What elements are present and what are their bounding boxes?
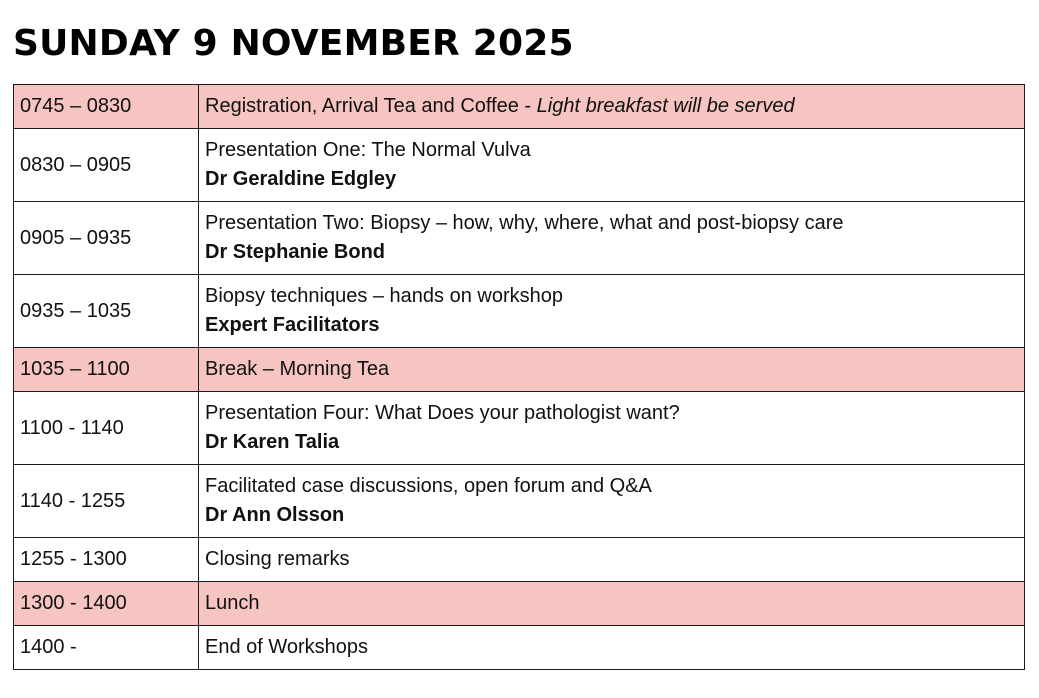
schedule-row-presentation-one (14, 129, 1025, 202)
session-description: Lunch (205, 592, 260, 614)
time-cell: 1300 - 1400 (14, 582, 199, 626)
speaker-name: Dr Geraldine Edgley (205, 168, 397, 190)
schedule-body (14, 85, 1025, 670)
schedule-row-lunch (14, 582, 1025, 626)
schedule-row-case-discussions (14, 465, 1025, 538)
schedule-row-presentation-two (14, 202, 1025, 275)
time-cell: 0745 – 0830 (14, 85, 199, 129)
time-cell: 1255 - 1300 (14, 538, 199, 582)
session-note: Light breakfast will be served (536, 95, 795, 117)
time-cell: 1100 - 1140 (14, 392, 199, 465)
speaker-name: Dr Karen Talia (205, 431, 340, 453)
session-cell (199, 582, 1025, 626)
schedule-row-workshop (14, 275, 1025, 348)
session-description: Break – Morning Tea (205, 358, 390, 380)
session-description: Biopsy techniques – hands on workshop (205, 285, 564, 307)
speaker-name: Dr Stephanie Bond (205, 241, 386, 263)
time-cell: 0935 – 1035 (14, 275, 199, 348)
schedule-row-morning-tea (14, 348, 1025, 392)
schedule-table (13, 84, 1025, 670)
session-cell (199, 538, 1025, 582)
session-cell (199, 626, 1025, 670)
session-cell (199, 465, 1025, 538)
session-cell (199, 275, 1025, 348)
time-cell: 1400 - (14, 626, 199, 670)
schedule-row-closing-remarks (14, 538, 1025, 582)
session-cell (199, 129, 1025, 202)
session-description: Presentation One: The Normal Vulva (205, 139, 531, 161)
session-cell (199, 348, 1025, 392)
speaker-name: Dr Ann Olsson (205, 504, 345, 526)
schedule-row-registration (14, 85, 1025, 129)
speaker-name: Expert Facilitators (205, 314, 380, 336)
session-description: Closing remarks (205, 548, 350, 570)
session-description: End of Workshops (205, 636, 369, 658)
schedule-row-presentation-four (14, 392, 1025, 465)
session-description: Registration, Arrival Tea and Coffee - (205, 95, 537, 117)
page-title: SUNDAY 9 NOVEMBER 2025 (13, 23, 574, 64)
session-cell (199, 85, 1025, 129)
session-description: Facilitated case discussions, open forum and Q&A (205, 475, 652, 497)
schedule-row-end (14, 626, 1025, 670)
session-description: Presentation Four: What Does your pathologist want? (205, 402, 680, 424)
session-cell (199, 392, 1025, 465)
session-description: Presentation Two: Biopsy – how, why, where, what and post-biopsy care (205, 212, 844, 234)
time-cell: 1035 – 1100 (14, 348, 199, 392)
time-cell: 0830 – 0905 (14, 129, 199, 202)
session-cell (199, 202, 1025, 275)
time-cell: 0905 – 0935 (14, 202, 199, 275)
time-cell: 1140 - 1255 (14, 465, 199, 538)
